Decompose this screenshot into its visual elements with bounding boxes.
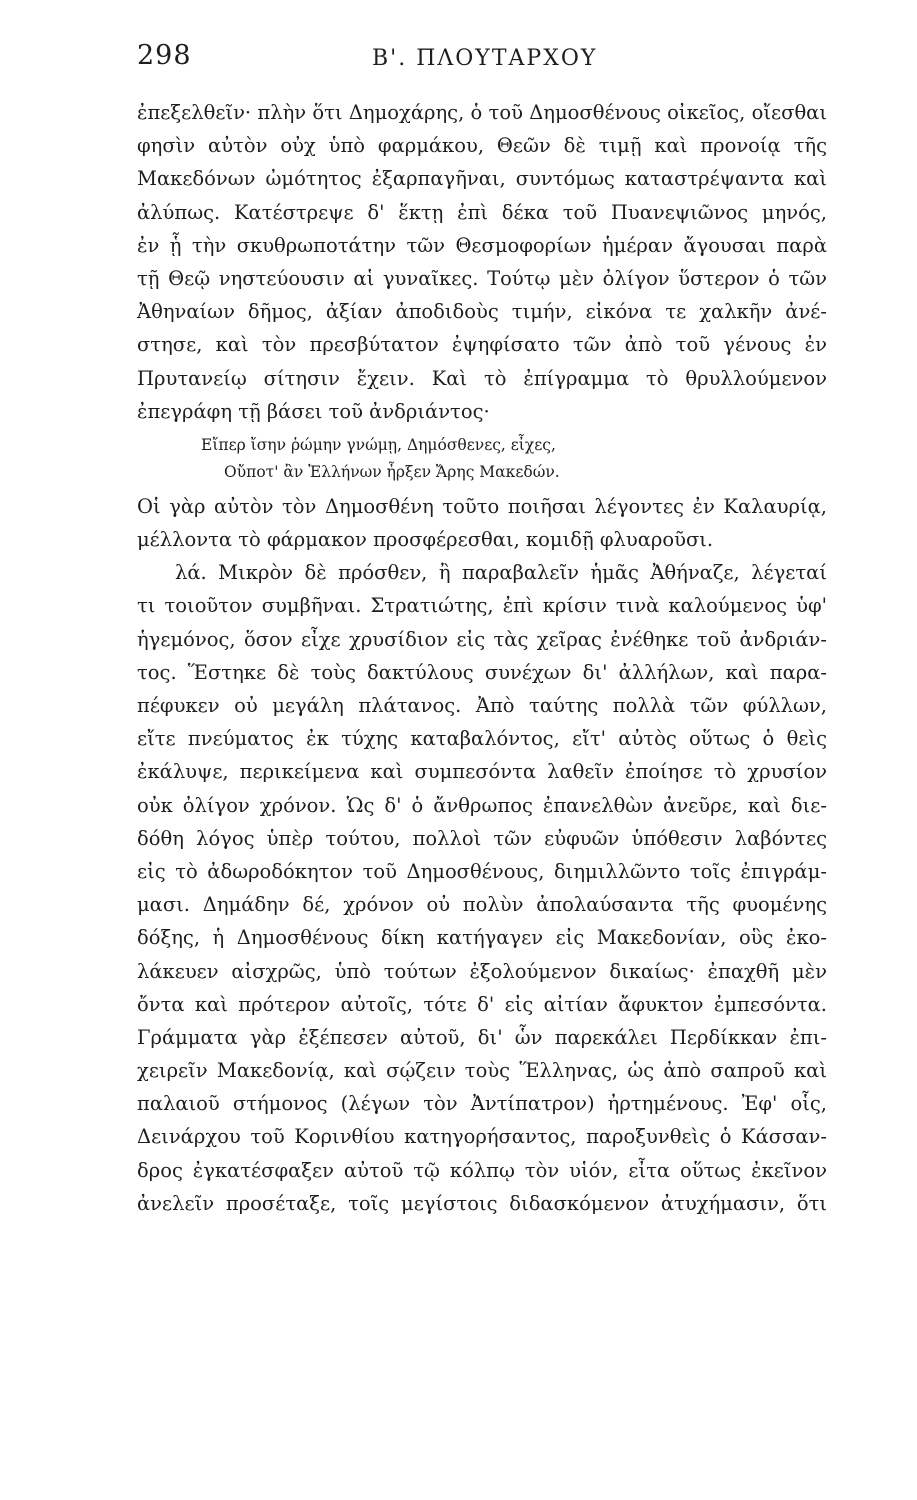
text-line: τῇ Θεῷ νηστεύουσιν αἱ γυναῖκες. Τούτῳ μὲν ὀλίγον ὕστερον ὁ τῶν xyxy=(137,266,827,290)
text-line: πέφυκεν οὐ μεγάλη πλάτανος. Ἀπὸ ταύτης πολλὰ τῶν φύλλων, xyxy=(137,694,827,717)
text-line: στησε, καὶ τὸν πρεσβύτατον ἐψηφίσατο τῶν ἀπὸ τοῦ γένους ἐν xyxy=(137,333,827,357)
text-line: ἡγεμόνος, ὅσον εἶχε χρυσίδιον εἰς τὰς χεῖρας ἐνέθηκε τοῦ ἀνδριάν- xyxy=(137,627,827,651)
paragraph-1 xyxy=(137,96,827,428)
text-line: Ἀθηναίων δῆμος, ἀξίαν ἀποδιδοὺς τιμήν, εἰκόνα τε χαλκῆν ἀνέ- xyxy=(137,300,827,324)
text-line: εἰς τὸ ἀδωροδόκητον τοῦ Δημοσθένους, διημιλλῶντο τοῖς ἐπιγράμ- xyxy=(137,859,827,883)
text-line: δρος ἐγκατέσφαξεν αὐτοῦ τῷ κόλπῳ τὸν υἱόν, εἶτα οὕτως ἐκεῖνον xyxy=(137,1158,827,1182)
text-line: Δεινάρχου τοῦ Κορινθίου κατηγορήσαντος, παροξυνθεὶς ὁ Κάσσαν- xyxy=(137,1125,827,1149)
text-line: ἐπεξελθεῖν· πλὴν ὅτι Δημοχάρης, ὁ τοῦ Δημοσθένους οἰκεῖος, οἴεσθαι xyxy=(137,101,827,124)
text-line: τι τοιοῦτον συμβῆναι. Στρατιώτης, ἐπὶ κρίσιν τινὰ καλούμενος ὑφ' xyxy=(137,594,827,618)
epigram-line: Εἴπερ ἴσην ῥώμην γνώμῃ, Δημόσθενες, εἶχες, xyxy=(201,435,556,454)
text-line: μέλλοντα τὸ φάρμακον προσφέρεσθαι, κομιδῇ φλυαροῦσι. xyxy=(137,528,714,552)
text-line: ἐκάλυψε, περικείμενα καὶ συμπεσόντα λαθεῖν ἐποίησε τὸ χρυσίον xyxy=(137,760,827,784)
text-line: ὄντα καὶ πρότερον αὐτοῖς, τότε δ' εἰς αἰτίαν ἄφυκτον ἐμπεσόντα. xyxy=(137,992,827,1016)
epigram xyxy=(137,432,827,486)
text-line: ἐπεγράφη τῇ βάσει τοῦ ἀνδριάντος· xyxy=(137,399,490,423)
text-line: τος. Ἕστηκε δὲ τοὺς δακτύλους συνέχων δι' ἀλλήλων, καὶ παρα- xyxy=(137,660,827,684)
text-line: ἀλύπως. Κατέστρεψε δ' ἕκτῃ ἐπὶ δέκα τοῦ Πυανεψιῶνος μηνός, xyxy=(137,200,827,224)
text-line: παλαιοῦ στήμονος (λέγων τὸν Ἀντίπατρον) ἠρτημένους. Ἐφ' οἷς, xyxy=(137,1092,827,1116)
text-line: Γράμματα γὰρ ἐξέπεσεν αὐτοῦ, δι' ὧν παρεκάλει Περδίκκαν ἐπι- xyxy=(137,1025,827,1049)
text-line: Μακεδόνων ὠμότητος ἐξαρπαγῆναι, συντόμως καταστρέψαντα καὶ xyxy=(137,167,827,191)
text-line: ἐν ᾗ τὴν σκυθρωποτάτην τῶν Θεσμοφορίων ἡμέραν ἄγουσαι παρὰ xyxy=(137,233,827,257)
text-line: φησὶν αὐτὸν οὐχ ὑπὸ φαρμάκου, Θεῶν δὲ τιμῇ καὶ προνοίᾳ τῆς xyxy=(137,134,827,158)
epigram-line: Οὔποτ' ἂν Ἑλλήνων ἦρξεν Ἄρης Μακεδών. xyxy=(224,462,560,481)
body-text xyxy=(137,96,827,1220)
text-line: εἴτε πνεύματος ἐκ τύχης καταβαλόντος, εἴτ' αὐτὸς οὕτως ὁ θεὶς xyxy=(137,727,827,751)
text-line: ἀνελεῖν προσέταξε, τοῖς μεγίστοις διδασκόμενον ἀτυχήμασιν, ὅτι xyxy=(137,1191,827,1215)
text-line: λάκευεν αἰσχρῶς, ὑπὸ τούτων ἐξολούμενον δικαίως· ἐπαχθῆ μὲν xyxy=(137,959,827,983)
text-line: λά. Μικρὸν δὲ πρόσθεν, ἢ παραβαλεῖν ἡμᾶς Ἀθήναζε, λέγεταί xyxy=(175,561,827,585)
text-line: μασι. Δημάδην δέ, χρόνον οὐ πολὺν ἀπολαύσαντα τῆς φυομένης xyxy=(137,893,827,917)
text-line: χειρεῖν Μακεδονίᾳ, καὶ σῴζειν τοὺς Ἕλληνας, ὡς ἀπὸ σαπροῦ καὶ xyxy=(137,1059,827,1083)
paragraph-3 xyxy=(137,556,827,1220)
text-line: δόθη λόγος ὑπὲρ τούτου, πολλοὶ τῶν εὐφυῶν ὑπόθεσιν λαβόντες xyxy=(137,826,827,850)
text-line: Πρυτανείῳ σίτησιν ἔχειν. Καὶ τὸ ἐπίγραμμα τὸ θρυλλούμενον xyxy=(137,366,827,390)
page-number: 298 xyxy=(137,40,192,71)
paragraph-2 xyxy=(137,490,827,556)
running-head: Β'. ΠΛΟΥΤΑΡΧΟΥ xyxy=(372,46,598,71)
text-line: δόξης, ἡ Δημοσθένους δίκη κατήγαγεν εἰς Μακεδονίαν, οὓς ἐκο- xyxy=(137,926,827,950)
text-line: Οἱ γὰρ αὐτὸν τὸν Δημοσθένη τοῦτο ποιῆσαι λέγοντες ἐν Καλαυρίᾳ, xyxy=(137,494,827,518)
text-line: οὐκ ὀλίγον χρόνον. Ὡς δ' ὁ ἄνθρωπος ἐπανελθὼν ἀνεῦρε, καὶ διε- xyxy=(137,793,827,817)
